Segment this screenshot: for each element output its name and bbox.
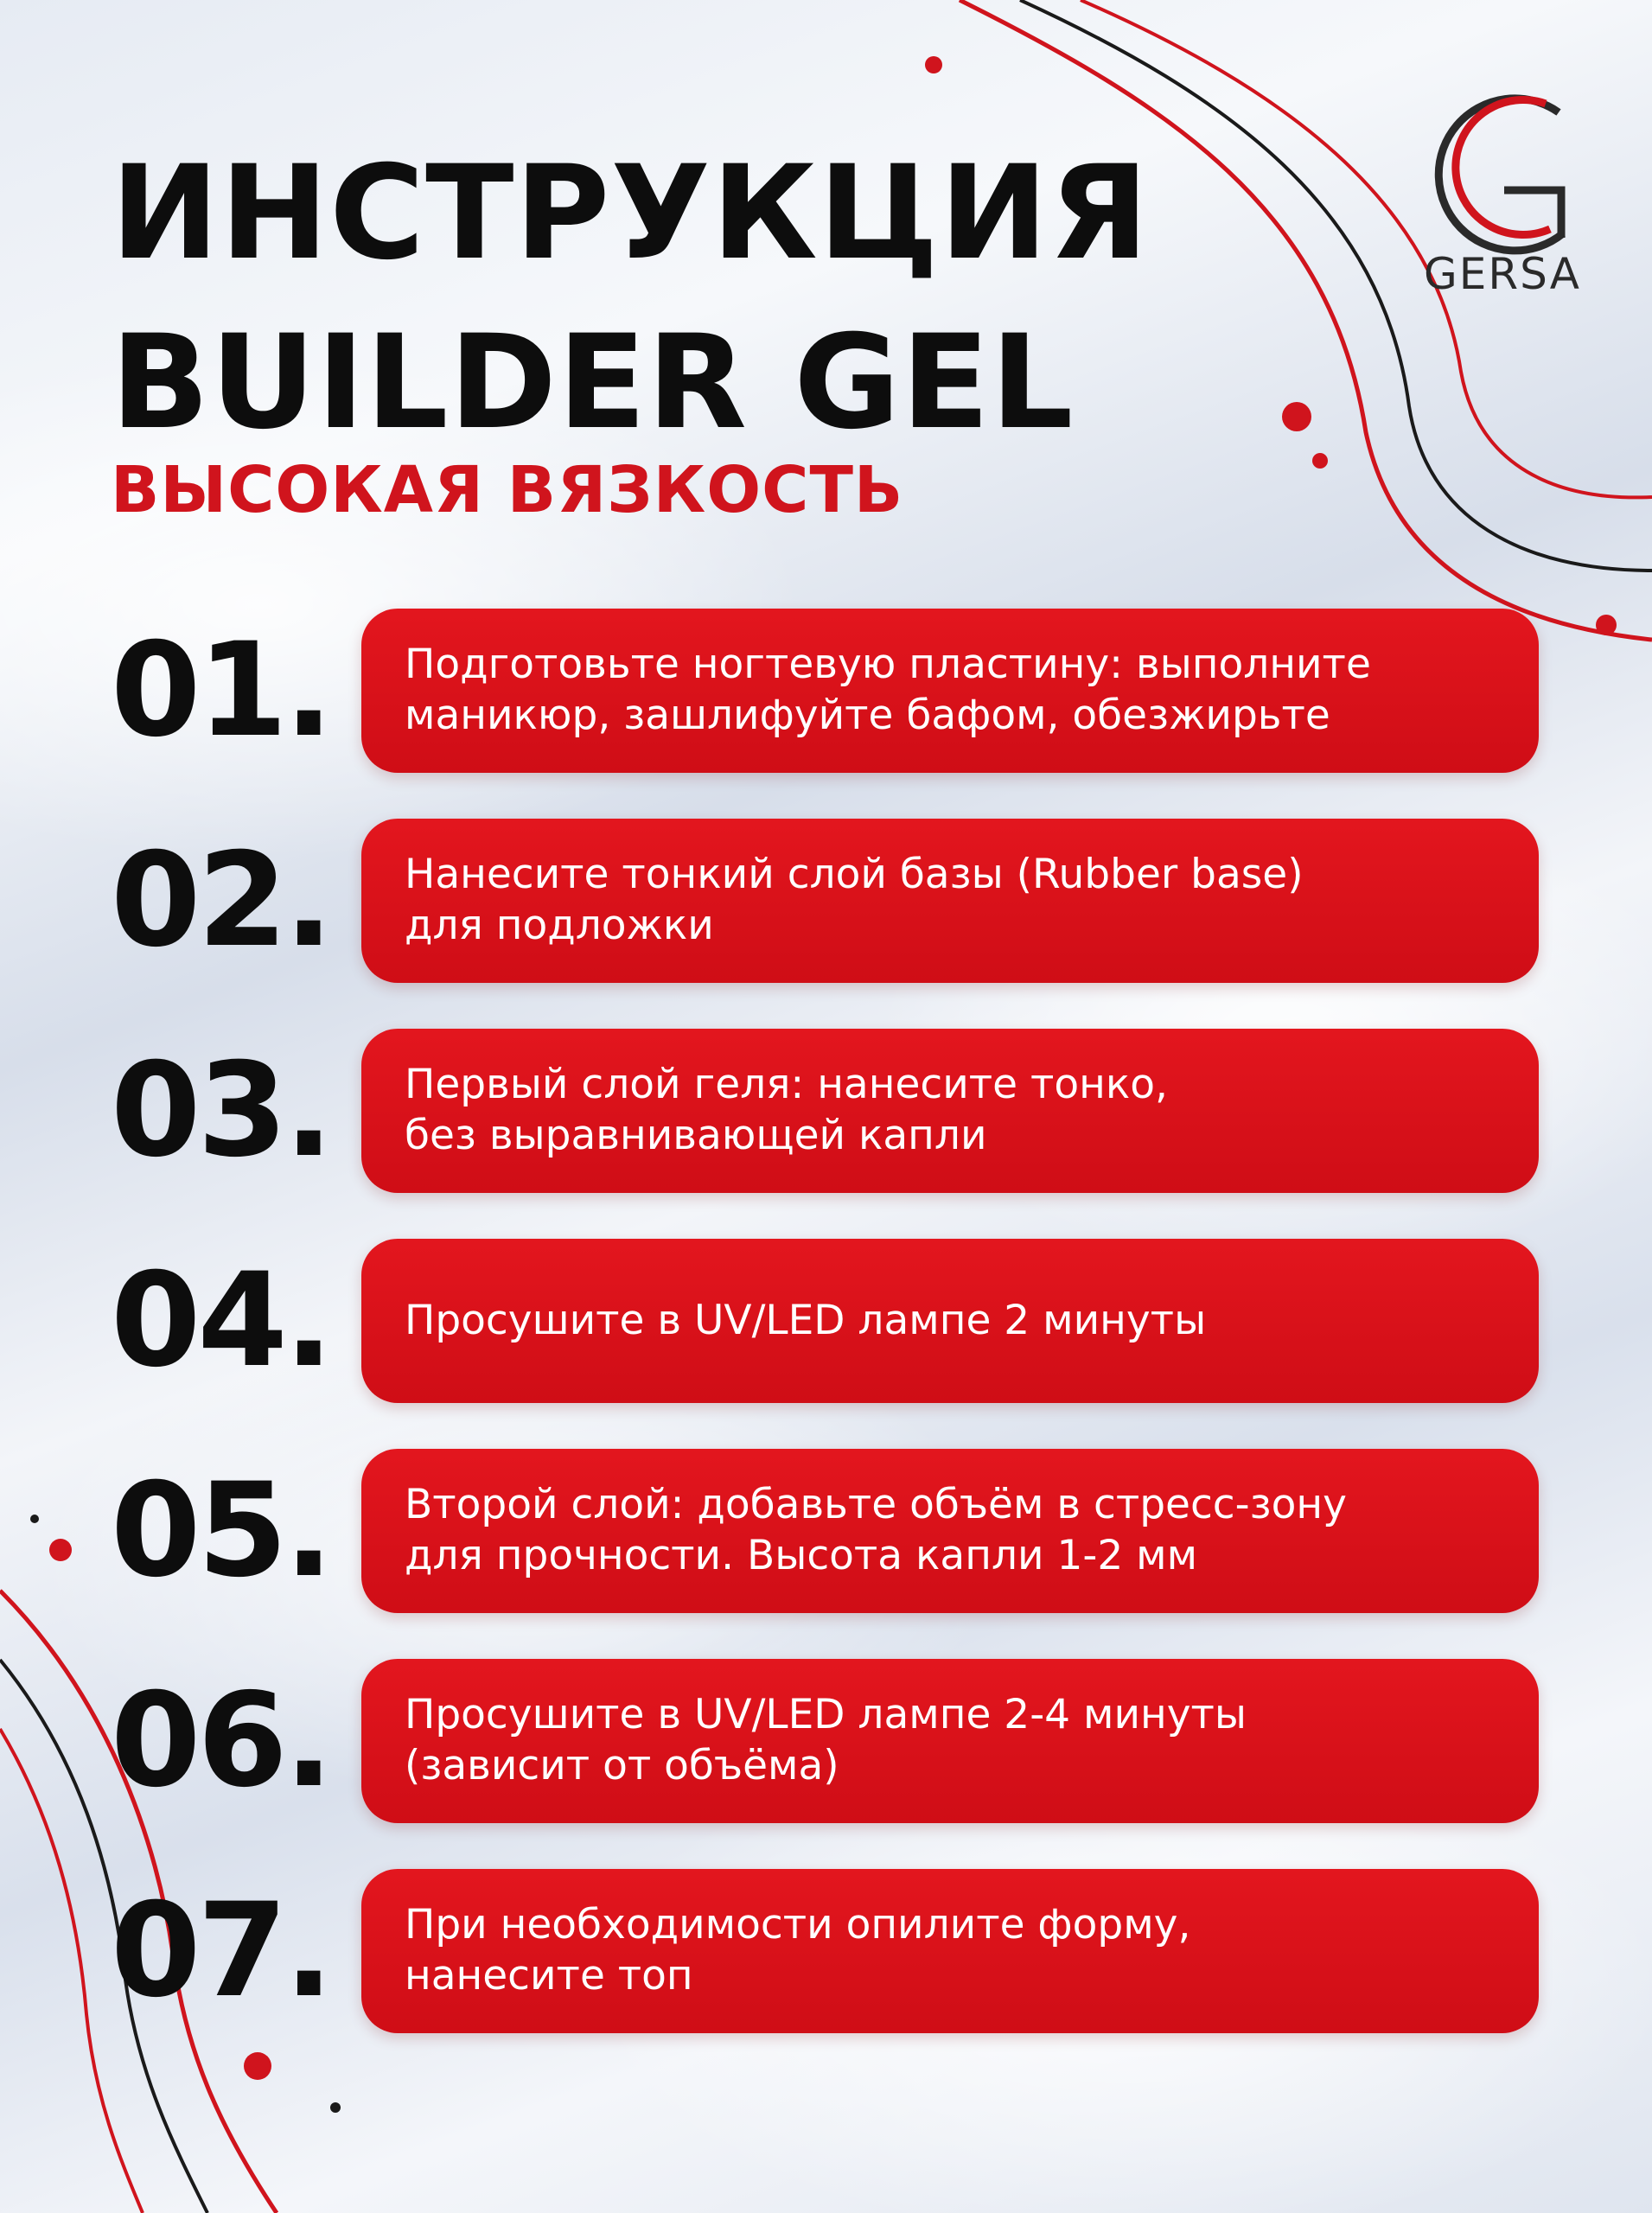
step-instruction-box: [361, 609, 1539, 773]
page-title-line1: ИНСТРУКЦИЯ: [111, 138, 1150, 289]
step-item: [0, 1869, 1652, 2033]
step-instruction-line: Первый слой геля: нанесите тонко,: [405, 1061, 1168, 1109]
step-instruction-text: [405, 1900, 1190, 2002]
step-instruction-box: [361, 1659, 1539, 1823]
step-instruction-line: для прочности. Высота капли 1-2 мм: [405, 1532, 1198, 1579]
step-number: 06.: [111, 1666, 330, 1816]
step-instruction-line: При необходимости опилите форму,: [405, 1901, 1191, 1949]
step-number: 02.: [111, 826, 330, 976]
step-item: [0, 1239, 1652, 1403]
step-instruction-box: [361, 1239, 1539, 1403]
step-item: [0, 819, 1652, 983]
step-instruction-text: [405, 1296, 1206, 1347]
step-instruction-line: Просушите в UV/LED лампе 2 минуты: [405, 1296, 1207, 1344]
step-number: 01.: [111, 615, 330, 766]
step-instruction-text: [405, 850, 1304, 952]
step-instruction-box: [361, 819, 1539, 983]
dot-red: [1312, 453, 1328, 469]
logo-text: GERSA: [1424, 249, 1581, 299]
step-instruction-line: Второй слой: добавьте объём в стресс-зону: [405, 1481, 1347, 1529]
step-number: 07.: [111, 1876, 330, 2026]
step-item: [0, 1659, 1652, 1823]
dot-red: [244, 2052, 271, 2080]
step-instruction-line: Просушите в UV/LED лампе 2-4 минуты: [405, 1691, 1247, 1739]
step-instruction-line: (зависит от объёма): [405, 1742, 839, 1789]
step-item: [0, 1449, 1652, 1613]
step-number: 03.: [111, 1036, 330, 1186]
page-title-line2: BUILDER GEL: [111, 308, 1075, 458]
step-instruction-line: без выравнивающей капли: [405, 1112, 987, 1159]
step-item: [0, 1029, 1652, 1193]
page-subtitle: ВЫСОКАЯ ВЯЗКОСТЬ: [111, 453, 904, 527]
step-item: [0, 609, 1652, 773]
step-instruction-box: [361, 1449, 1539, 1613]
dot-red: [1282, 402, 1311, 431]
step-instruction-text: [405, 640, 1371, 742]
step-instruction-box: [361, 1869, 1539, 2033]
step-instruction-line: Подготовьте ногтевую пластину: выполните: [405, 641, 1371, 689]
step-instruction-text: [405, 1690, 1247, 1792]
step-instruction-text: [405, 1480, 1347, 1582]
step-number: 04.: [111, 1246, 330, 1396]
dot-black: [330, 2102, 341, 2113]
step-number: 05.: [111, 1456, 330, 1606]
step-instruction-text: [405, 1060, 1168, 1162]
dot-red: [925, 56, 942, 73]
step-instruction-line: для подложки: [405, 902, 714, 949]
step-instruction-line: маникюр, зашлифуйте бафом, обезжирьте: [405, 692, 1330, 739]
step-instruction-line: нанесите топ: [405, 1952, 693, 1999]
step-instruction-box: [361, 1029, 1539, 1193]
step-instruction-line: Нанесите тонкий слой базы (Rubber base): [405, 851, 1304, 899]
